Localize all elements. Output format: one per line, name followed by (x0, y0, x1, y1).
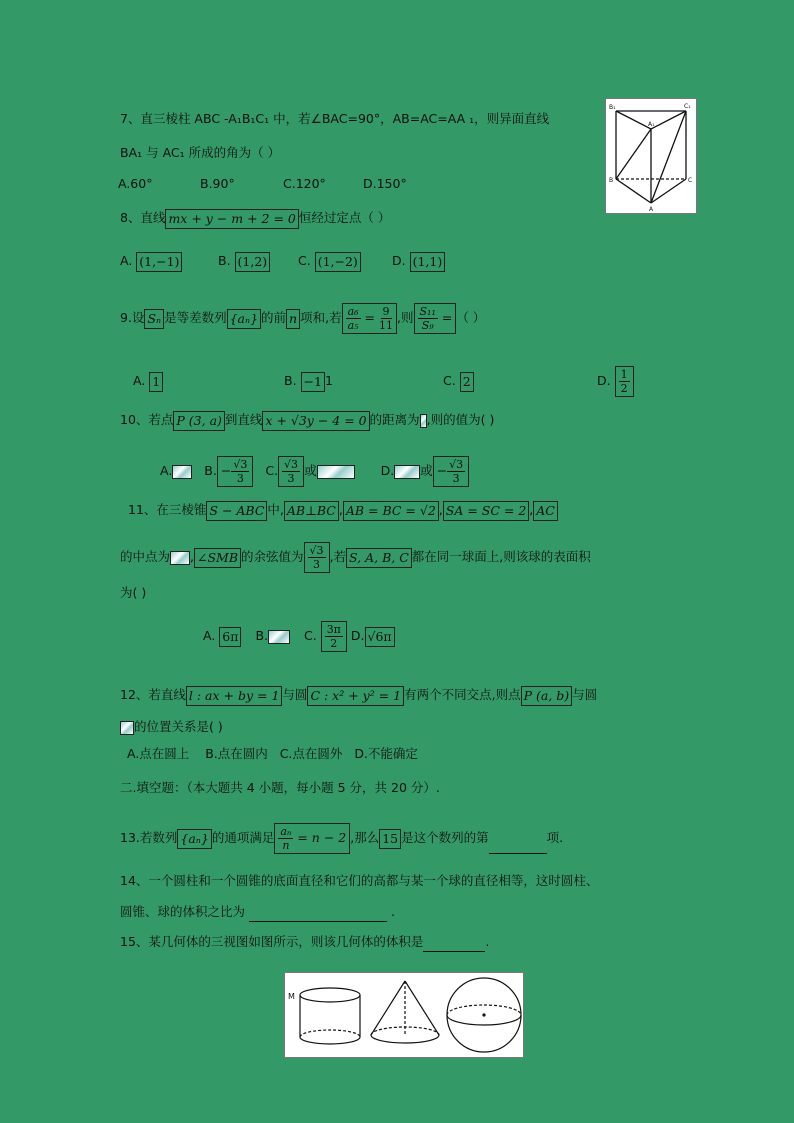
q7-option-c: C.120° (283, 176, 326, 191)
q9-option-a-letter: A. (133, 373, 146, 388)
q11-option-c-den: 2 (330, 637, 338, 650)
q10-text-1: 10、若点 (120, 412, 174, 427)
q9-text-5: ,则 (397, 310, 414, 325)
q14-line2 (120, 902, 395, 922)
q7-option-b: B.90° (200, 176, 235, 191)
q13-formula (274, 823, 350, 854)
q10-option-b-sign: − (220, 463, 232, 478)
q13-stem (120, 823, 563, 854)
q11-cosine (304, 542, 330, 573)
q13-eq: = n − 2 (297, 830, 347, 845)
q9-option-a: 1 (149, 372, 163, 392)
q11-option-b-letter: B. (255, 628, 269, 643)
q10-text-4: ,则的值为( ) (426, 412, 495, 427)
sphere-center (482, 1013, 485, 1016)
q13-text-3: ,那么 (350, 830, 380, 845)
q11-option-a-letter: A. (203, 628, 216, 643)
q12-option-b: B.点在圆内 (205, 746, 268, 761)
q9-option-d-letter: D. (597, 373, 611, 388)
q9-ratio (342, 303, 397, 334)
q10-option-c-num: √3 (284, 458, 299, 471)
q11-ac: AC (533, 501, 558, 521)
label-a: A (649, 206, 654, 213)
q10-option-c (278, 456, 304, 487)
q12-text-2: 与圆 (282, 687, 308, 702)
q11-line2 (120, 542, 591, 573)
q10-option-c-image (317, 465, 355, 479)
q15-end: . (485, 934, 490, 949)
q10-option-b-num: √3 (233, 458, 248, 471)
q7-line2: BA₁ 与 AC₁ 所成的角为（ ） (120, 145, 281, 160)
q8-suffix: 恒经过定点（ ） (298, 210, 391, 225)
q12-line2 (120, 717, 223, 737)
q8-option-d: (1,1) (410, 252, 446, 272)
three-view-svg (285, 973, 523, 1057)
q9-stem (120, 303, 485, 334)
q11-option-c (321, 621, 347, 652)
q9-frac3-num: S₁₁ (419, 305, 436, 318)
q9-option-d-den: 2 (620, 382, 628, 395)
q12-text-1: 12、若直线 (120, 687, 186, 702)
q11-text-4: , (438, 502, 443, 517)
label-b1: B₁ (609, 104, 616, 111)
q12-circle: C : x² + y² = 1 (307, 686, 404, 706)
q9-text-2: 是等差数列 (164, 310, 227, 325)
q11-option-c-num: 3π (326, 623, 341, 636)
q9-frac2-den: 11 (379, 319, 394, 332)
q9-option-d (615, 366, 634, 397)
q11-options (203, 621, 395, 652)
q10-option-c-letter: C. (265, 463, 279, 478)
q14-answer-blank[interactable] (249, 907, 387, 922)
q11-text-5: , (529, 502, 534, 517)
q12-option-c: C.点在圆外 (279, 746, 343, 761)
q11-line1 (128, 500, 558, 521)
q12-text-3: 有两个不同交点,则点 (404, 687, 521, 702)
q13-text-1: 13.若数列 (120, 830, 178, 845)
q13-text-2: 的通项满足 (211, 830, 275, 845)
q12-point: P (a, b) (521, 686, 573, 706)
q7-option-a: A.60° (118, 176, 153, 191)
q10-option-c-den: 3 (287, 472, 295, 485)
cylinder-top (300, 988, 360, 1002)
q10-option-a-image (172, 465, 192, 479)
label-c1: C₁ (684, 103, 691, 110)
q10-option-d-den: 3 (452, 472, 460, 485)
q10-option-d-letter: D. (380, 463, 395, 478)
prism-svg (606, 99, 696, 213)
q10-stem (120, 410, 494, 431)
q8-stem (120, 208, 390, 229)
q10-option-b-den: 3 (236, 472, 244, 485)
q8-option-b: (1,2) (235, 252, 271, 272)
q13-frac-den: n (282, 839, 290, 852)
q9-text-6: （ ） (456, 310, 486, 325)
q12-circle-image (120, 721, 134, 735)
q10-distance-image (420, 414, 427, 428)
q11-line3: 为( ) (120, 585, 147, 600)
q13-text-5: 项. (546, 830, 564, 845)
q11-text-1: 11、在三棱锥 (128, 502, 207, 517)
q9-frac3-den: S₉ (421, 319, 434, 332)
q11-ab-bc: AB = BC = √2 (343, 501, 439, 521)
three-view-figure (284, 972, 524, 1058)
q9-option-d-num: 1 (620, 368, 628, 381)
q10-option-c-or: 或 (304, 463, 317, 478)
q11-angle: ∠SMB (194, 548, 241, 568)
q12-option-d: D.不能确定 (354, 746, 418, 761)
prism-figure (605, 98, 697, 214)
q12-line1 (120, 685, 597, 706)
q9-text-3: 的前 (261, 310, 287, 325)
q11-text-7: , (190, 549, 194, 564)
q13-value: 15 (379, 829, 401, 849)
q15-text: 15、某几何体的三视图如图所示，则该几何体的体积是 (120, 934, 424, 949)
q7-options (118, 174, 407, 194)
q12-text-5: 的位置关系是( ) (134, 719, 223, 734)
q8-option-d-letter: D. (392, 253, 406, 268)
q13-frac-num: aₙ (280, 825, 292, 838)
q11-text-8: 的余弦值为 (241, 549, 304, 564)
q14-line1: 14、一个圆柱和一个圆锥的底面直径和它们的高都与某一个球的直径相等，这时圆柱、 (120, 873, 599, 888)
q10-option-d-num: √3 (449, 458, 464, 471)
q9-frac1-num: a₆ (347, 305, 359, 318)
label-a1: A₁ (648, 121, 655, 128)
q9-an: {aₙ} (227, 309, 261, 329)
q14-text: 圆锥、球的体积之比为 (120, 904, 246, 919)
figure-label-m: M (288, 992, 295, 1001)
q11-text-3: , (338, 502, 343, 517)
q15-stem (120, 932, 489, 952)
q7-option-d: D.150° (363, 176, 407, 191)
q8-options (120, 251, 445, 272)
q13-an: {aₙ} (177, 829, 211, 849)
q8-option-b-letter: B. (218, 253, 231, 268)
q10-option-d-image (394, 465, 420, 479)
q9-option-b-letter: B. (284, 373, 297, 388)
q10-option-a-letter: A. (160, 463, 173, 478)
q10-option-d (433, 456, 470, 487)
q10-text-3: 的距离为 (369, 412, 420, 427)
q9-eq1: = (364, 310, 376, 325)
q8-option-a: (1,−1) (136, 252, 182, 272)
q11-text-9: ,若 (329, 549, 347, 564)
q9-options (133, 366, 634, 397)
q11-points: S, A, B, C (346, 548, 412, 568)
q11-option-a: 6π (219, 627, 241, 647)
q13-text-4: 是这个数列的第 (401, 830, 489, 845)
q11-perp: AB⊥BC (284, 501, 339, 521)
q7-line1: 7、直三棱柱 ABC -A₁B₁C₁ 中，若∠BAC=90°，AB=AC=AA ₁，则异面直线 (120, 111, 550, 126)
q11-option-d-letter: D. (350, 628, 365, 643)
label-b: B (609, 177, 614, 184)
q11-tetra: S − ABC (206, 501, 267, 521)
q10-option-b (217, 456, 254, 487)
q8-line-expr: mx + y − m + 2 = 0 (165, 209, 298, 229)
q9-eq2: = (441, 310, 453, 325)
q8-option-a-letter: A. (120, 253, 133, 268)
q9-option-c: 2 (460, 372, 474, 392)
q9-target (414, 303, 457, 334)
q8-option-c-letter: C. (298, 253, 311, 268)
q9-frac1-den: a₅ (347, 319, 359, 332)
q12-option-a: A.点在圆上 (127, 746, 190, 761)
q14-end: . (390, 904, 395, 919)
q11-option-d: √6π (365, 627, 395, 647)
q11-midpoint-image (170, 551, 190, 565)
q11-option-b-image (268, 630, 290, 644)
q8-prefix: 8、直线 (120, 210, 166, 225)
q11-option-c-letter: C. (304, 628, 317, 643)
q11-cos-den: 3 (313, 558, 321, 571)
q11-cos-num: √3 (309, 544, 324, 557)
section-2-heading: 二.填空题：（本大题共 4 小题，每小题 5 分，共 20 分）. (120, 780, 440, 795)
q9-text-4: 项和,若 (300, 310, 342, 325)
q9-n: n (286, 309, 300, 329)
q10-line: x + √3y − 4 = 0 (262, 411, 369, 431)
q9-option-b-extra: 1 (324, 373, 333, 388)
q11-text-6: 的中点为 (120, 549, 171, 564)
q11-sa-sc: SA = SC = 2 (443, 501, 530, 521)
q8-option-c: (1,−2) (315, 252, 361, 272)
label-c: C (688, 177, 693, 184)
q11-text-10: 都在同一球面上,则该球的表面积 (411, 549, 591, 564)
q9-option-b: −1 (301, 372, 325, 392)
q12-options (127, 744, 418, 764)
q10-option-d-or: 或 (420, 463, 433, 478)
q10-point: P (3, a) (173, 411, 225, 431)
q15-answer-blank[interactable] (423, 937, 485, 952)
q9-option-c-letter: C. (443, 373, 456, 388)
q11-text-2: 中, (267, 502, 284, 517)
q9-text-1: 9.设 (120, 310, 145, 325)
q9-frac2-num: 9 (382, 305, 390, 318)
q10-option-d-sign: − (436, 463, 448, 478)
q13-answer-blank[interactable] (489, 839, 547, 854)
q9-sn: Sₙ (144, 309, 164, 329)
q10-options (160, 456, 469, 487)
q12-text-4: 与圆 (572, 687, 598, 702)
q10-option-b-letter: B. (204, 463, 217, 478)
q10-text-2: 到直线 (224, 412, 263, 427)
q12-line: l : ax + by = 1 (186, 686, 283, 706)
